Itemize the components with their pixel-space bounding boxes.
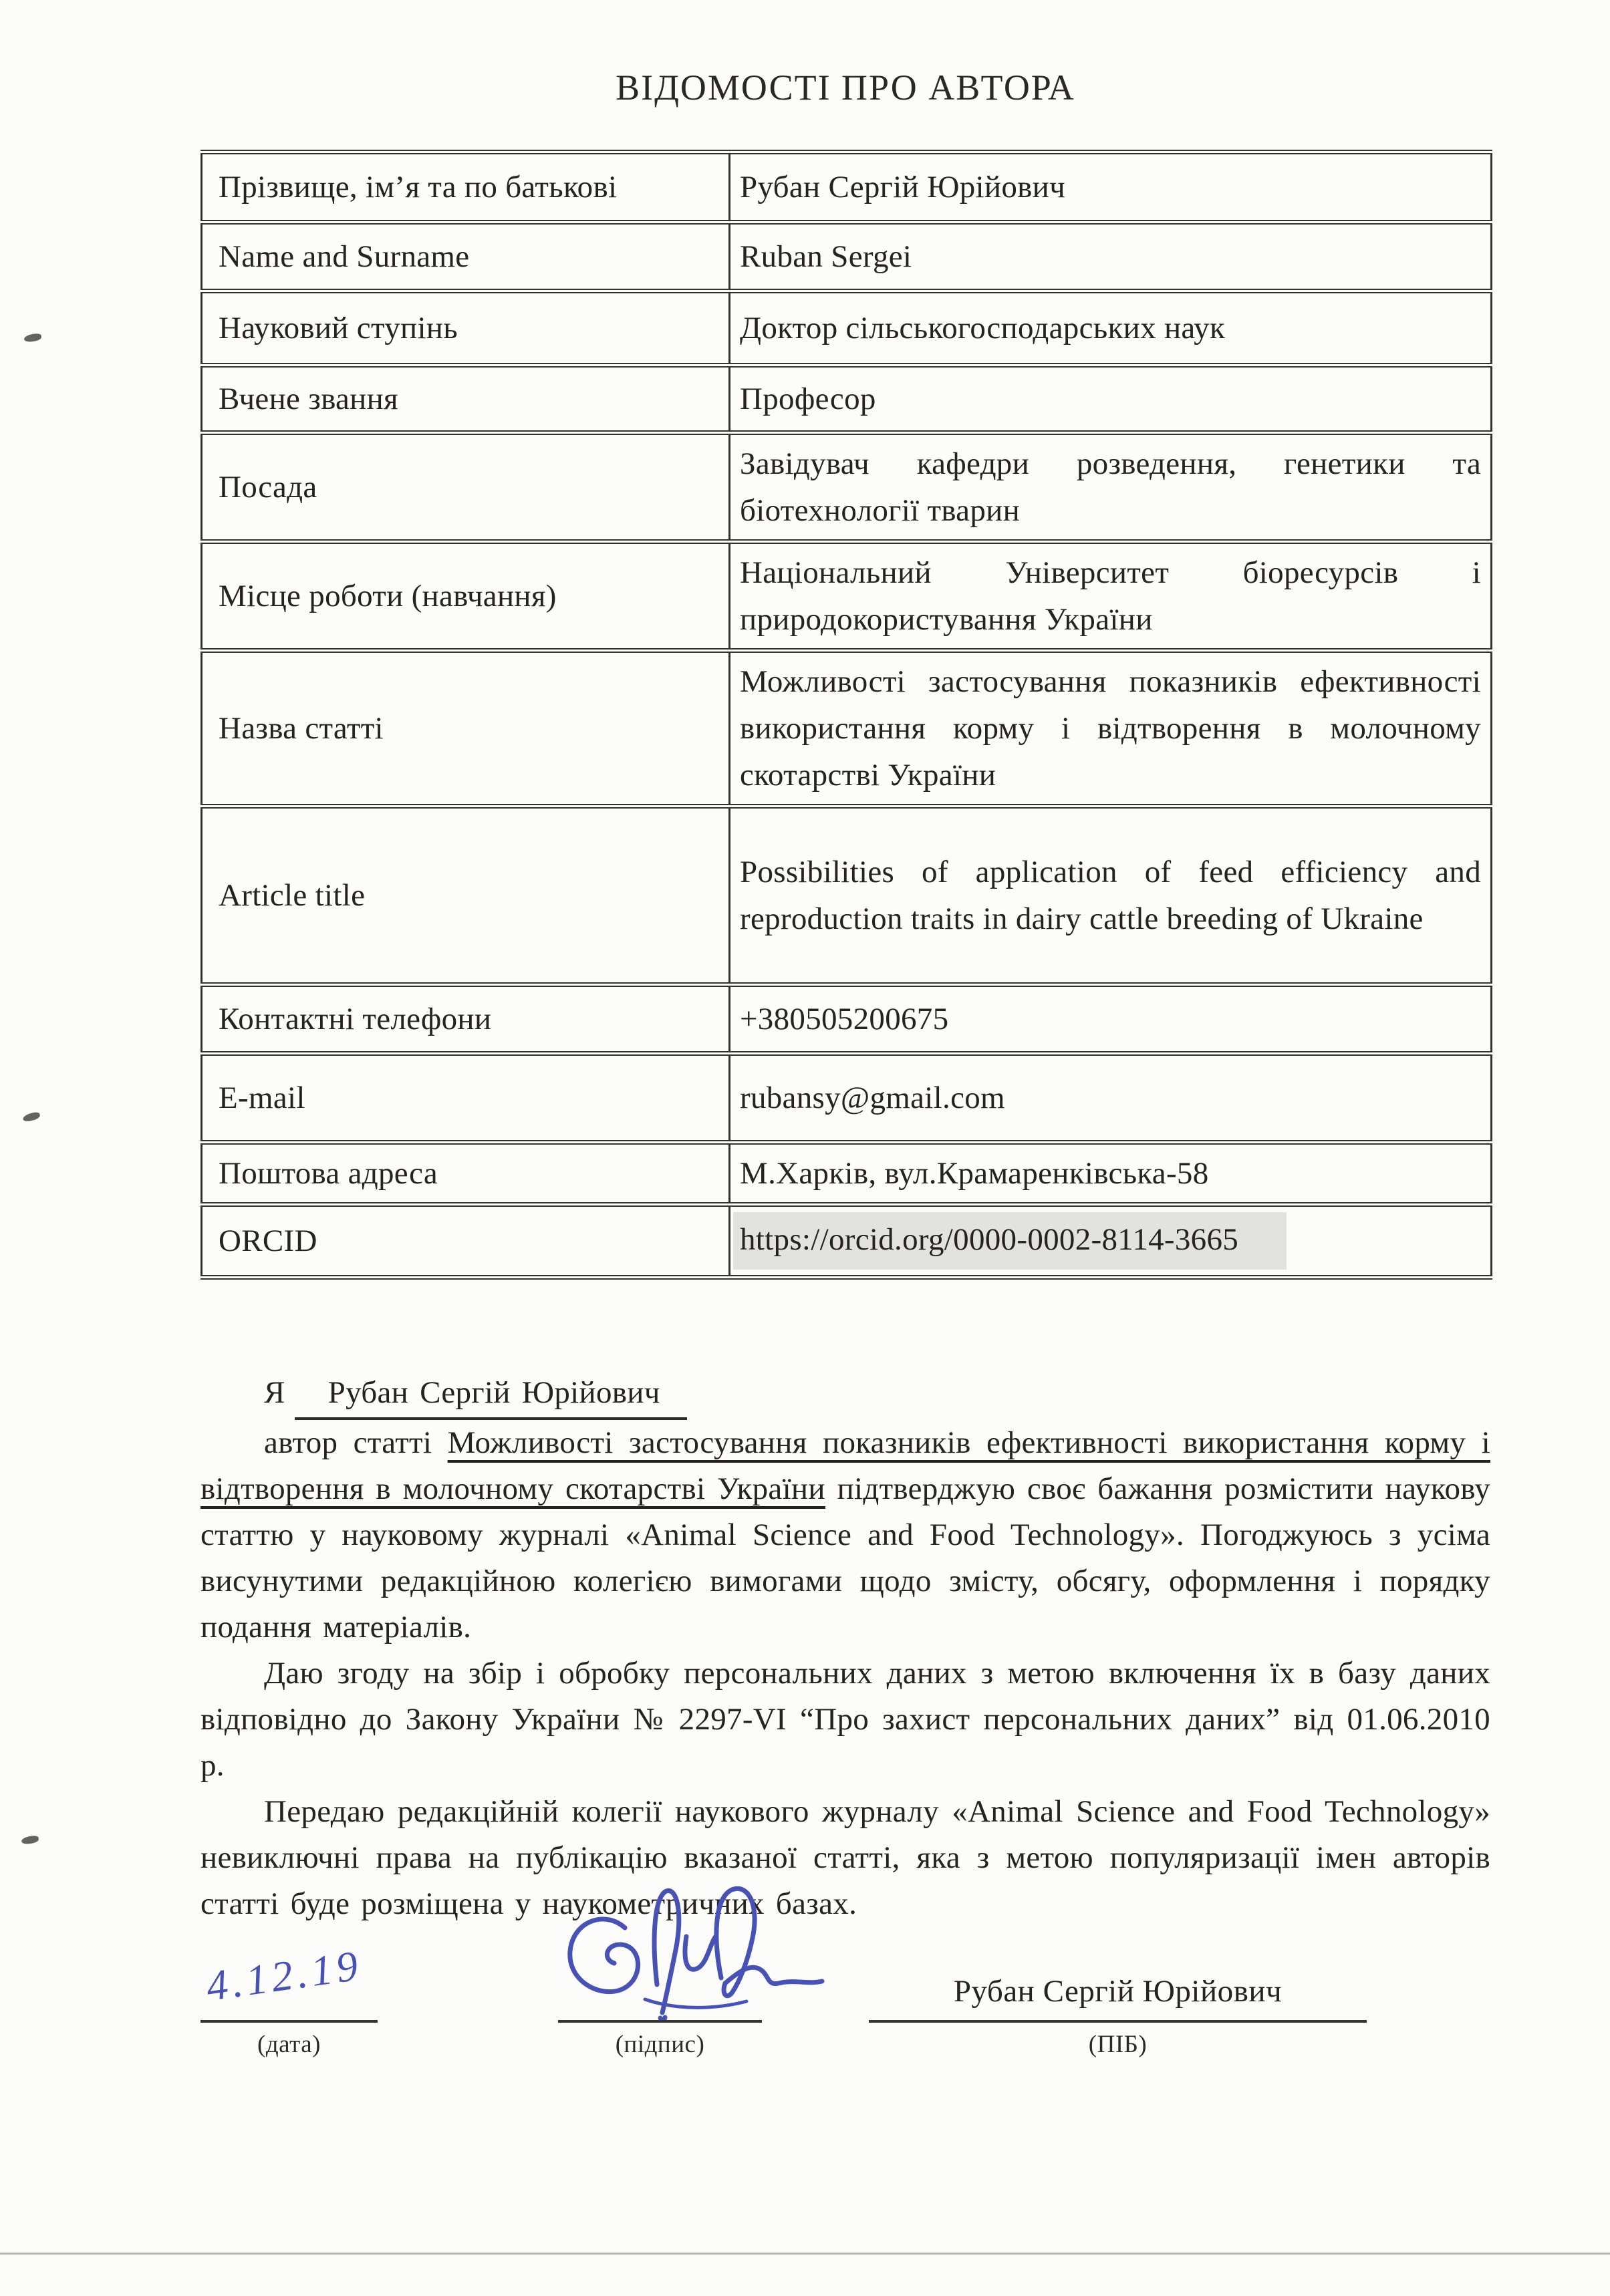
table-row xyxy=(202,651,1492,807)
document-content xyxy=(200,0,1490,2090)
table-row xyxy=(202,366,1492,433)
scan-artifact-line xyxy=(0,2253,1610,2255)
row-value: Національний Університет біоресурсів і природокористування України xyxy=(740,555,1481,637)
row-label: Контактні телефони xyxy=(202,985,730,1054)
statement-paragraph-1 xyxy=(200,1420,1490,1651)
statement-paragraph-3: Передаю редакційній колегії наукового журналу «Animal Science and Food Technology» невиключні права на публікацію вказаної статті, яка з метою популяризації імен авторів статті буде розміщена у наукометричних базах. xyxy=(200,1794,1490,1921)
table-row xyxy=(202,985,1492,1054)
scan-speck xyxy=(22,1111,41,1123)
row-label: Article title xyxy=(202,807,730,985)
document-title: ВІДОМОСТІ ПРО АВТОРА xyxy=(616,67,1075,108)
date-underline xyxy=(200,2020,378,2023)
statement-pronoun: Я xyxy=(264,1375,285,1410)
row-label: Науковий ступінь xyxy=(202,291,730,366)
handwritten-date: 4.12.19 xyxy=(203,1941,365,2010)
name-underline xyxy=(869,2020,1367,2023)
row-value: М.Харків, вул.Крамаренківська-58 xyxy=(740,1156,1209,1191)
row-label: E-mail xyxy=(202,1054,730,1143)
date-label: (дата) xyxy=(257,2031,321,2058)
statement-name-line xyxy=(264,1370,1490,1420)
signature-underline xyxy=(558,2020,762,2023)
table-row xyxy=(202,807,1492,985)
row-value: Рубан Сергій Юрійович xyxy=(740,170,1066,204)
row-label: ORCID xyxy=(202,1205,730,1278)
table-row xyxy=(202,433,1492,542)
row-label: Посада xyxy=(202,433,730,542)
row-value: https://orcid.org/0000-0002-8114-3665 xyxy=(733,1212,1287,1270)
row-label: Місце роботи (навчання) xyxy=(202,542,730,651)
paragraph1-rest: підтверджую своє бажання розмістити наукову статтю у науковому журналі «Animal Science and Food Technology». Погоджуюсь з усіма висунутими редакційною колегією вимогами щодо змісту, обсягу, оформлення і порядку подання матеріалів. xyxy=(200,1471,1490,1644)
row-value: +380505200675 xyxy=(740,1002,949,1036)
row-label: Назва статті xyxy=(202,651,730,807)
signature-label: (підпис) xyxy=(615,2031,705,2058)
row-value: Завідувач кафедри розведення, генетики та біотехнології тварин xyxy=(740,446,1481,528)
scan-speck xyxy=(23,333,41,343)
table-row xyxy=(202,1054,1492,1143)
name-label: (ПІБ) xyxy=(1088,2031,1148,2058)
scan-speck xyxy=(21,1835,39,1845)
table-row xyxy=(202,542,1492,651)
table-row xyxy=(202,291,1492,366)
row-value: Професор xyxy=(740,382,876,416)
row-value: Possibilities of application of feed efficiency and reproduction traits in dairy cattle breeding of Ukraine xyxy=(740,855,1481,936)
statement-paragraph-2: Даю згоду на збір і обробку персональних даних з метою включення їх в базу даних відповідно до Закону України № 2297-VI “Про захист персональних даних” від 01.06.2010 р. xyxy=(200,1656,1490,1783)
signature-block xyxy=(200,1936,1490,2090)
printed-full-name: Рубан Сергій Юрійович xyxy=(953,1974,1283,2009)
table-row xyxy=(202,152,1492,223)
author-statement xyxy=(200,1370,1490,1927)
author-info-table xyxy=(200,150,1492,1280)
row-value: Доктор сільськогосподарських наук xyxy=(740,311,1226,345)
row-label: Вчене звання xyxy=(202,366,730,433)
row-label: Name and Surname xyxy=(202,223,730,291)
article-title-underlined: Можливості застосування показників ефективності використання корму і відтворення в молочному скотарстві України xyxy=(200,1425,1490,1506)
table-row xyxy=(202,1205,1492,1278)
table-row xyxy=(202,1143,1492,1205)
row-value: rubansy@gmail.com xyxy=(740,1081,1005,1115)
author-table-body xyxy=(202,152,1492,1278)
paragraph1-prefix: автор статті xyxy=(264,1425,432,1460)
row-label: Прізвище, ім’я та по батькові xyxy=(202,152,730,223)
table-row xyxy=(202,223,1492,291)
author-name-underlined: Рубан Сергій Юрійович xyxy=(295,1370,687,1420)
row-value: Ruban Sergei xyxy=(740,239,912,274)
row-label: Поштова адреса xyxy=(202,1143,730,1205)
row-value: Можливості застосування показників ефективності використання корму і відтворення в молочному скотарстві України xyxy=(740,664,1481,793)
